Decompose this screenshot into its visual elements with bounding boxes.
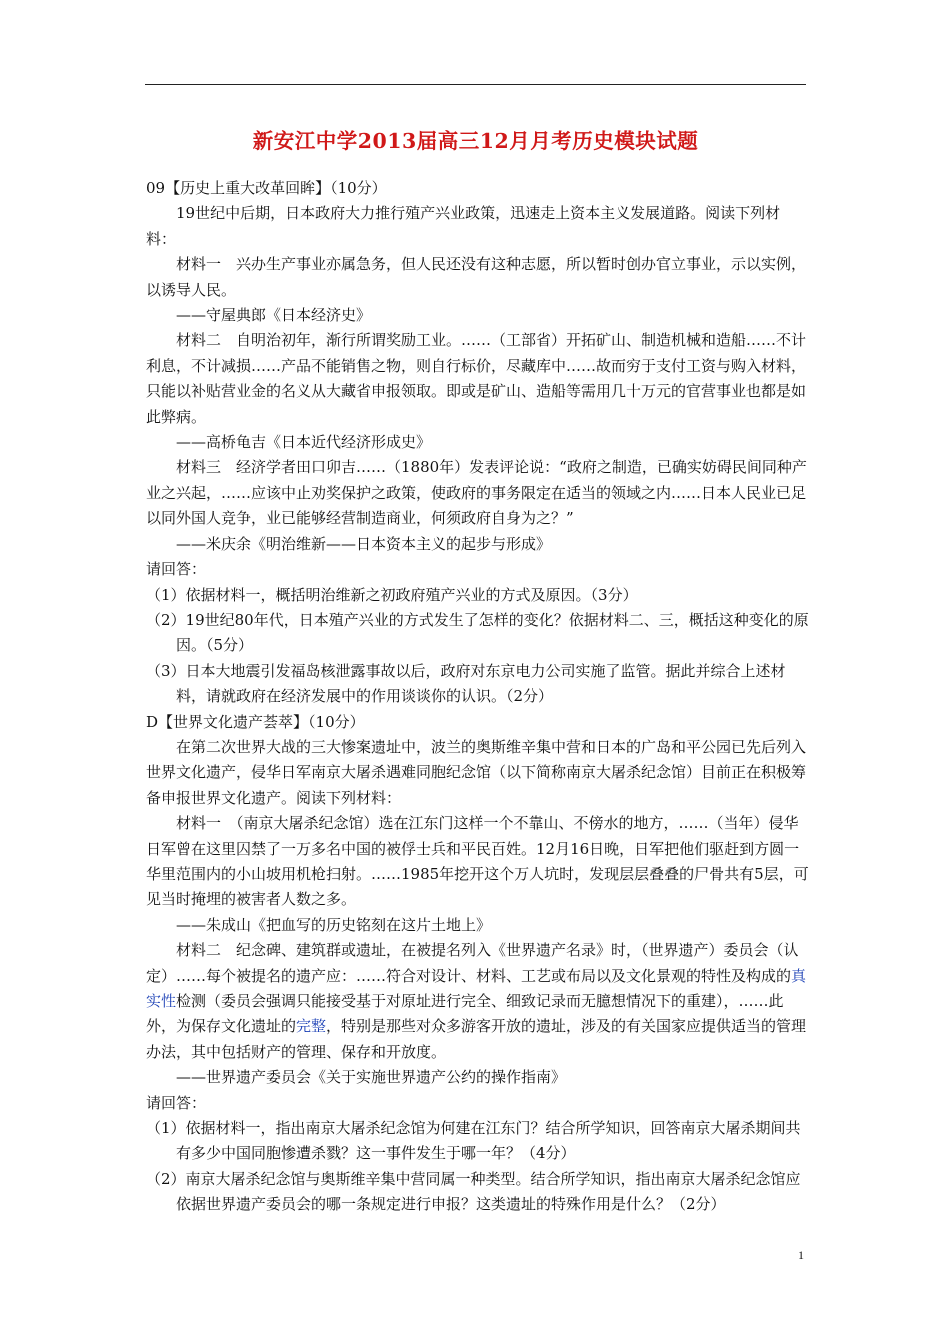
material-d-2-text-b: 检测（委员会强调只能接受基于对原址进行完全、细致记录而无臆想情况下的重建），……此外，为保存文化遗址的 [146,992,784,1036]
material-d-2 [146,938,810,1065]
material-2: 材料二 自明治初年，渐行所谓奖励工业。……（工部省）开拓矿山、制造机械和造船……不计利息，不计减损……产品不能销售之物，则自行标价，尽藏库中……故而穷于支付工资与购入材料，只能以补贴营业金的名义从大藏省申报领取。即或是矿山、造船等需用几十万元的官营事业也都是如此弊病。 [146,331,807,426]
answer-prompt: 请回答： [146,560,207,579]
material-3-source: ——米庆余《明治维新——日本资本主义的起步与形成》 [176,534,552,553]
question-1: （1）依据材料一，概括明治维新之初政府殖产兴业的方式及原因。（3分） [146,585,638,604]
document-body [146,176,810,1218]
question-3: （3）日本大地震引发福岛核泄露事故以后，政府对东京电力公司实施了监管。据此并综合上述材料，请就政府在经济发展中的作用谈谈你的认识。（2分） [146,661,786,706]
section-09-heading: 09【历史上重大改革回眸】（10分） [146,179,387,197]
material-d-1: 材料一 （南京大屠杀纪念馆）选在江东门这样一个不靠山、不傍水的地方，……（当年）侵华日军曾在这里囚禁了一万多名中国的被俘士兵和平民百姓。12月16日晚，日军把他们驱赶到方圆一华里范围内的小山坡用机枪扫射。……1985年挖开这个万人坑时，发现层层叠叠的尸骨共有5层，可见当时掩埋的被害者人数之多。 [146,814,809,909]
section-09-intro: 19世纪中后期，日本政府大力推行殖产兴业政策，迅速走上资本主义发展道路。阅读下列材料： [146,204,781,248]
material-1-source: ——守屋典郎《日本经济史》 [176,306,372,325]
section-d-intro: 在第二次世界大战的三大惨案遗址中，波兰的奥斯维辛集中营和日本的广岛和平公园已先后列入世界文化遗产，侵华日军南京大屠杀遇难同胞纪念馆（以下简称南京大屠杀纪念馆）目前正在积极筹备申报世界文化遗产。阅读下列材料： [146,737,807,807]
material-3: 材料三 经济学者田口卯吉……（1880年）发表评论说：“政府之制造，已确实妨碍民间同种产业之兴起，……应该中止劝奖保护之政策，使政府的事务限定在适当的领域之内……日本人民业已足以同外国人竞争，业已能够经营制造商业，何须政府自身为之？” [146,458,807,528]
material-1: 材料一 兴办生产事业亦属急务，但人民还没有这种志愿，所以暂时创办官立事业，示以实例，以诱导人民。 [146,255,807,299]
integrity-link[interactable]: 完整 [296,1017,327,1036]
material-d-2-source: ——世界遗产委员会《关于实施世界遗产公约的操作指南》 [176,1068,567,1087]
header-rule [145,84,806,85]
page-title: 新安江中学2013届高三12月月考历史模块试题 [252,129,699,153]
authenticity-link[interactable]: 真实性 [146,966,807,1010]
section-d-heading: D【世界文化遗产荟萃】（10分） [146,712,365,731]
material-2-source: ——高桥龟吉《日本近代经济形成史》 [176,433,432,452]
page-number: 1 [798,1248,804,1262]
answer-prompt-d: 请回答： [146,1093,207,1112]
question-d-1: （1）依据材料一，指出南京大屠杀纪念馆为何建在江东门？结合所学知识，回答南京大屠杀期间共有多少中国同胞惨遭杀戮？这一事件发生于哪一年？（4分） [146,1119,801,1163]
question-2: （2）19世纪80年代，日本殖产兴业的方式发生了怎样的变化？依据材料二、三，概括这种变化的原因。（5分） [146,610,809,655]
material-d-1-source: ——朱成山《把血写的历史铭刻在这片土地上》 [176,915,492,934]
material-d-2-text-c: ，特别是那些对众多游客开放的遗址，涉及的有关国家应提供适当的管理办法，其中包括财产的管理、保存和开放度。 [146,1017,807,1061]
material-d-2-text-a: 材料二 纪念碑、建筑群或遗址，在被提名列入《世界遗产名录》时，（世界遗产）委员会（认定）……每个被提名的遗产应：……符合对设计、材料、工艺或布局以及文化景观的特性及构成的 [146,941,799,985]
question-d-2: （2）南京大屠杀纪念馆与奥斯维辛集中营同属一种类型。结合所学知识，指出南京大屠杀纪念馆应依据世界遗产委员会的哪一条规定进行申报？这类遗址的特殊作用是什么？（2分） [146,1169,801,1214]
